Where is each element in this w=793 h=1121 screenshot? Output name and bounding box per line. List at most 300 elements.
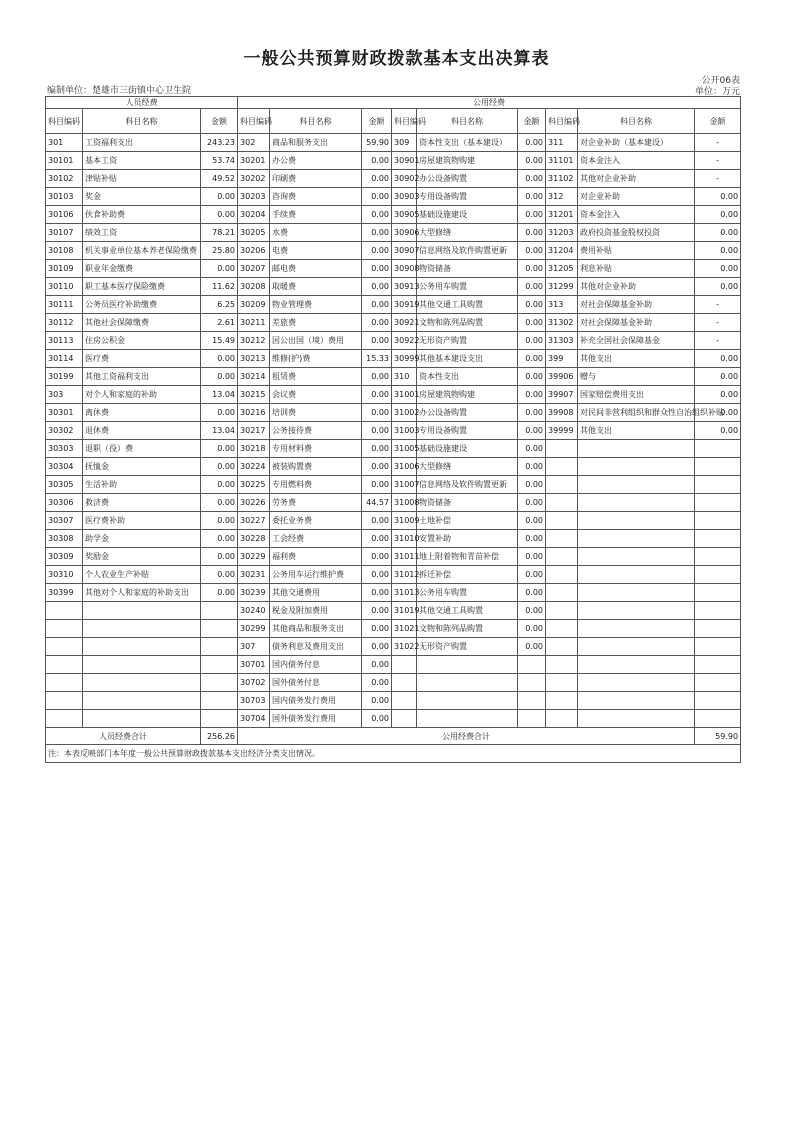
public-b-name-cell: 信息网络及软件购置更新 (417, 476, 518, 494)
public-a-amount-cell: 0.00 (362, 314, 392, 332)
public-c-empty-cell (578, 566, 695, 584)
public-a-code-cell: 30207 (238, 260, 270, 278)
table-row (46, 224, 741, 242)
public-b-amount-cell: 0.00 (518, 476, 546, 494)
public-c-empty-cell (578, 530, 695, 548)
public-b-name-cell: 大型修缮 (417, 224, 518, 242)
public-c-empty-cell (546, 566, 578, 584)
public-a-code-cell: 302 (238, 134, 270, 152)
table-row (46, 476, 741, 494)
public-b-name-cell: 其他交通工具购置 (417, 296, 518, 314)
public-c-name-cell: 补充全国社会保障基金 (578, 332, 695, 350)
public-b-name-cell (417, 710, 518, 728)
public-a-code-cell: 30229 (238, 548, 270, 566)
personnel-amount-cell (201, 692, 238, 710)
public-c-empty-cell (578, 494, 695, 512)
personnel-code-cell: 30304 (46, 458, 83, 476)
public-b-amount-cell: 0.00 (518, 602, 546, 620)
personnel-name-cell: 住房公积金 (83, 332, 201, 350)
personnel-amount-cell: 0.00 (201, 530, 238, 548)
public-a-amount-cell: 0.00 (362, 566, 392, 584)
public-c-empty-cell (695, 710, 741, 728)
public-a-name-cell: 因公出国（境）费用 (270, 332, 362, 350)
public-a-code-cell: 30203 (238, 188, 270, 206)
public-a-code-cell: 30702 (238, 674, 270, 692)
personnel-name-cell: 工资福利支出 (83, 134, 201, 152)
public-c-empty-cell (546, 602, 578, 620)
personnel-amount-cell: 0.00 (201, 584, 238, 602)
public-a-amount-cell: 0.00 (362, 404, 392, 422)
public-c-empty-cell (546, 458, 578, 476)
public-b-name-cell: 办公设备购置 (417, 404, 518, 422)
public-a-name-cell: 电费 (270, 242, 362, 260)
personnel-name-cell: 奖金 (83, 188, 201, 206)
public-b-name-cell: 安置补助 (417, 530, 518, 548)
public-a-amount-cell: 0.00 (362, 260, 392, 278)
public-a-code-cell: 30704 (238, 710, 270, 728)
public-c-amount-cell: - (695, 296, 741, 314)
table-row (46, 566, 741, 584)
personnel-amount-cell (201, 674, 238, 692)
personnel-total-value: 256.26 (201, 728, 238, 745)
public-b-amount-cell: 0.00 (518, 332, 546, 350)
public-a-name-cell: 国外债务付息 (270, 674, 362, 692)
header-amount: 金额 (201, 109, 238, 134)
public-c-amount-cell: 0.00 (695, 242, 741, 260)
personnel-amount-cell: 15.49 (201, 332, 238, 350)
personnel-code-cell (46, 710, 83, 728)
public-a-name-cell: 委托业务费 (270, 512, 362, 530)
personnel-name-cell: 对个人和家庭的补助 (83, 386, 201, 404)
personnel-amount-cell: 0.00 (201, 260, 238, 278)
header-code: 科目编码 (46, 109, 83, 134)
personnel-code-cell: 30107 (46, 224, 83, 242)
public-c-empty-cell (695, 512, 741, 530)
table-row (46, 548, 741, 566)
public-a-name-cell: 税金及附加费用 (270, 602, 362, 620)
public-c-empty-cell (546, 530, 578, 548)
public-a-amount-cell: 0.00 (362, 422, 392, 440)
public-a-amount-cell: 0.00 (362, 692, 392, 710)
public-c-code-cell: 312 (546, 188, 578, 206)
personnel-code-cell: 30113 (46, 332, 83, 350)
public-b-code-cell: 30907 (392, 242, 417, 260)
table-row (46, 656, 741, 674)
personnel-code-cell: 30306 (46, 494, 83, 512)
public-a-name-cell: 水费 (270, 224, 362, 242)
public-a-name-cell: 物业管理费 (270, 296, 362, 314)
public-b-amount-cell: 0.00 (518, 188, 546, 206)
personnel-code-cell: 30199 (46, 368, 83, 386)
public-b-name-cell (417, 674, 518, 692)
personnel-code-cell (46, 692, 83, 710)
public-b-code-cell: 30906 (392, 224, 417, 242)
public-c-empty-cell (578, 692, 695, 710)
public-c-amount-cell: 0.00 (695, 368, 741, 386)
header-code: 科目编码 (392, 109, 417, 134)
public-c-empty-cell (578, 674, 695, 692)
table-note: 注：本表反映部门本年度一般公共预算财政拨款基本支出经济分类支出情况。 (46, 745, 741, 763)
public-b-amount-cell (518, 710, 546, 728)
public-c-empty-cell (546, 692, 578, 710)
public-a-amount-cell: 0.00 (362, 170, 392, 188)
public-c-code-cell: 399 (546, 350, 578, 368)
public-a-code-cell: 30218 (238, 440, 270, 458)
personnel-code-cell: 30303 (46, 440, 83, 458)
public-total-value: 59.90 (695, 728, 741, 745)
table-row (46, 134, 741, 152)
public-a-code-cell: 30211 (238, 314, 270, 332)
header-name: 科目名称 (578, 109, 695, 134)
personnel-code-cell: 30310 (46, 566, 83, 584)
public-a-name-cell: 国内债务付息 (270, 656, 362, 674)
public-c-code-cell: 311 (546, 134, 578, 152)
public-c-name-cell: 其他对企业补助 (578, 170, 695, 188)
public-a-code-cell: 30216 (238, 404, 270, 422)
public-b-name-cell: 专用设备购置 (417, 188, 518, 206)
public-a-code-cell: 30202 (238, 170, 270, 188)
personnel-code-cell: 30305 (46, 476, 83, 494)
table-row (46, 458, 741, 476)
public-a-name-cell: 维修(护)费 (270, 350, 362, 368)
public-c-code-cell: 31205 (546, 260, 578, 278)
personnel-amount-cell: 0.00 (201, 368, 238, 386)
public-c-empty-cell (695, 638, 741, 656)
personnel-name-cell: 职业年金缴费 (83, 260, 201, 278)
personnel-name-cell: 津贴补贴 (83, 170, 201, 188)
public-a-name-cell: 福利费 (270, 548, 362, 566)
public-a-code-cell: 30299 (238, 620, 270, 638)
public-b-amount-cell: 0.00 (518, 206, 546, 224)
public-b-name-cell: 房屋建筑物购建 (417, 152, 518, 170)
personnel-code-cell (46, 602, 83, 620)
personnel-amount-cell: 13.04 (201, 386, 238, 404)
public-a-name-cell: 手续费 (270, 206, 362, 224)
personnel-amount-cell: 0.00 (201, 458, 238, 476)
public-a-amount-cell: 0.00 (362, 296, 392, 314)
personnel-name-cell (83, 602, 201, 620)
public-a-amount-cell: 0.00 (362, 584, 392, 602)
public-b-code-cell: 31022 (392, 638, 417, 656)
personnel-amount-cell: 0.00 (201, 440, 238, 458)
public-a-code-cell: 30240 (238, 602, 270, 620)
table-row (46, 710, 741, 728)
personnel-name-cell: 退休费 (83, 422, 201, 440)
table-row (46, 152, 741, 170)
public-b-code-cell: 31021 (392, 620, 417, 638)
public-b-code-cell: 30905 (392, 206, 417, 224)
public-c-empty-cell (695, 548, 741, 566)
personnel-code-cell: 30103 (46, 188, 83, 206)
public-b-name-cell: 文物和陈列品购置 (417, 620, 518, 638)
public-b-name-cell: 文物和陈列品购置 (417, 314, 518, 332)
public-c-empty-cell (546, 440, 578, 458)
public-a-amount-cell: 0.00 (362, 188, 392, 206)
public-b-code-cell: 31019 (392, 602, 417, 620)
public-c-name-cell: 对企业补助（基本建设） (578, 134, 695, 152)
table-row (46, 368, 741, 386)
public-b-amount-cell: 0.00 (518, 278, 546, 296)
personnel-name-cell: 基本工资 (83, 152, 201, 170)
public-c-name-cell: 对民间非营利组织和群众性自治组织补贴 (578, 404, 695, 422)
personnel-name-cell: 个人农业生产补贴 (83, 566, 201, 584)
public-a-name-cell: 培训费 (270, 404, 362, 422)
personnel-amount-cell: 0.00 (201, 512, 238, 530)
personnel-amount-cell (201, 620, 238, 638)
public-a-code-cell: 30214 (238, 368, 270, 386)
table-row (46, 332, 741, 350)
group-personnel: 人员经费 (46, 97, 238, 109)
public-b-amount-cell: 0.00 (518, 404, 546, 422)
public-c-name-cell: 赠与 (578, 368, 695, 386)
personnel-name-cell: 助学金 (83, 530, 201, 548)
public-a-name-cell: 债务利息及费用支出 (270, 638, 362, 656)
public-c-empty-cell (578, 476, 695, 494)
public-c-amount-cell: 0.00 (695, 206, 741, 224)
personnel-code-cell: 30399 (46, 584, 83, 602)
public-b-amount-cell: 0.00 (518, 368, 546, 386)
public-a-name-cell: 商品和服务支出 (270, 134, 362, 152)
table-row (46, 530, 741, 548)
public-a-amount-cell: 44.57 (362, 494, 392, 512)
public-a-amount-cell: 0.00 (362, 512, 392, 530)
personnel-name-cell: 公务员医疗补助缴费 (83, 296, 201, 314)
public-b-code-cell: 31003 (392, 422, 417, 440)
public-a-name-cell: 专用材料费 (270, 440, 362, 458)
public-a-name-cell: 差旅费 (270, 314, 362, 332)
public-c-empty-cell (695, 656, 741, 674)
personnel-amount-cell: 0.00 (201, 206, 238, 224)
public-c-code-cell: 39907 (546, 386, 578, 404)
public-c-empty-cell (695, 440, 741, 458)
public-b-amount-cell: 0.00 (518, 530, 546, 548)
table-row (46, 512, 741, 530)
public-c-amount-cell: 0.00 (695, 224, 741, 242)
public-b-amount-cell: 0.00 (518, 350, 546, 368)
public-c-empty-cell (578, 440, 695, 458)
public-c-empty-cell (578, 458, 695, 476)
public-c-empty-cell (546, 512, 578, 530)
table-row (46, 494, 741, 512)
table-row (46, 314, 741, 332)
public-b-code-cell: 30908 (392, 260, 417, 278)
currency-label: 单位：万元 (694, 87, 740, 97)
personnel-amount-cell (201, 602, 238, 620)
public-a-amount-cell: 0.00 (362, 476, 392, 494)
header-amount: 金额 (518, 109, 546, 134)
personnel-amount-cell: 0.00 (201, 494, 238, 512)
public-b-code-cell: 31006 (392, 458, 417, 476)
public-a-name-cell: 邮电费 (270, 260, 362, 278)
public-a-amount-cell: 0.00 (362, 638, 392, 656)
public-a-code-cell: 30205 (238, 224, 270, 242)
public-b-amount-cell: 0.00 (518, 134, 546, 152)
public-c-empty-cell (546, 476, 578, 494)
public-c-name-cell: 其他支出 (578, 422, 695, 440)
public-b-code-cell: 31002 (392, 404, 417, 422)
public-b-name-cell: 信息网络及软件购置更新 (417, 242, 518, 260)
public-c-name-cell: 其他支出 (578, 350, 695, 368)
public-b-code-cell: 309 (392, 134, 417, 152)
public-c-empty-cell (578, 710, 695, 728)
public-b-code-cell: 30901 (392, 152, 417, 170)
public-b-code-cell: 30903 (392, 188, 417, 206)
public-b-name-cell: 物资储备 (417, 494, 518, 512)
public-c-code-cell: 31204 (546, 242, 578, 260)
public-c-empty-cell (546, 494, 578, 512)
public-b-name-cell: 资本性支出（基本建设） (417, 134, 518, 152)
public-a-code-cell: 30701 (238, 656, 270, 674)
public-b-code-cell (392, 656, 417, 674)
public-c-code-cell: 39906 (546, 368, 578, 386)
public-a-code-cell: 30226 (238, 494, 270, 512)
personnel-amount-cell: 78.21 (201, 224, 238, 242)
public-b-name-cell: 拆迁补偿 (417, 566, 518, 584)
public-a-amount-cell: 0.00 (362, 530, 392, 548)
public-b-code-cell (392, 710, 417, 728)
header-amount: 金额 (362, 109, 392, 134)
public-b-code-cell: 31009 (392, 512, 417, 530)
public-total-label: 公用经费合计 (238, 728, 695, 745)
public-c-name-cell: 国家赔偿费用支出 (578, 386, 695, 404)
table-row (46, 674, 741, 692)
personnel-code-cell: 30102 (46, 170, 83, 188)
public-b-code-cell: 30913 (392, 278, 417, 296)
header-code: 科目编码 (546, 109, 578, 134)
personnel-amount-cell (201, 656, 238, 674)
public-b-amount-cell: 0.00 (518, 152, 546, 170)
public-b-amount-cell (518, 692, 546, 710)
public-b-amount-cell: 0.00 (518, 170, 546, 188)
personnel-code-cell: 30309 (46, 548, 83, 566)
public-c-amount-cell: 0.00 (695, 260, 741, 278)
public-b-code-cell: 31008 (392, 494, 417, 512)
table-row (46, 206, 741, 224)
public-b-amount-cell (518, 656, 546, 674)
personnel-code-cell: 301 (46, 134, 83, 152)
personnel-code-cell: 30109 (46, 260, 83, 278)
personnel-name-cell: 救济费 (83, 494, 201, 512)
public-c-amount-cell: 0.00 (695, 386, 741, 404)
public-c-code-cell: 39999 (546, 422, 578, 440)
public-b-name-cell: 房屋建筑物购建 (417, 386, 518, 404)
personnel-amount-cell: 53.74 (201, 152, 238, 170)
public-c-code-cell: 31299 (546, 278, 578, 296)
public-b-amount-cell: 0.00 (518, 638, 546, 656)
personnel-name-cell: 伙食补助费 (83, 206, 201, 224)
public-c-empty-cell (546, 620, 578, 638)
public-b-code-cell: 30921 (392, 314, 417, 332)
public-a-amount-cell: 0.00 (362, 152, 392, 170)
personnel-name-cell: 其他社会保障缴费 (83, 314, 201, 332)
table-row (46, 602, 741, 620)
personnel-total-label: 人员经费合计 (46, 728, 201, 745)
public-a-code-cell: 30208 (238, 278, 270, 296)
personnel-amount-cell: 2.61 (201, 314, 238, 332)
public-a-name-cell: 工会经费 (270, 530, 362, 548)
public-c-empty-cell (695, 620, 741, 638)
public-a-amount-cell: 59.90 (362, 134, 392, 152)
public-a-name-cell: 公务用车运行维护费 (270, 566, 362, 584)
personnel-amount-cell: 49.52 (201, 170, 238, 188)
personnel-code-cell: 30302 (46, 422, 83, 440)
public-c-empty-cell (695, 530, 741, 548)
personnel-amount-cell: 0.00 (201, 566, 238, 584)
personnel-code-cell: 303 (46, 386, 83, 404)
public-a-amount-cell: 0.00 (362, 386, 392, 404)
public-b-amount-cell: 0.00 (518, 224, 546, 242)
personnel-amount-cell: 0.00 (201, 476, 238, 494)
public-c-amount-cell: 0.00 (695, 422, 741, 440)
public-c-code-cell: 313 (546, 296, 578, 314)
public-b-amount-cell: 0.00 (518, 458, 546, 476)
table-row (46, 620, 741, 638)
public-a-code-cell: 30225 (238, 476, 270, 494)
public-b-amount-cell: 0.00 (518, 512, 546, 530)
public-c-amount-cell: - (695, 152, 741, 170)
public-b-amount-cell (518, 674, 546, 692)
public-b-code-cell: 310 (392, 368, 417, 386)
public-c-empty-cell (695, 584, 741, 602)
public-a-code-cell: 30224 (238, 458, 270, 476)
personnel-code-cell: 30307 (46, 512, 83, 530)
public-a-code-cell: 30206 (238, 242, 270, 260)
public-b-name-cell (417, 656, 518, 674)
public-b-amount-cell: 0.00 (518, 314, 546, 332)
personnel-code-cell (46, 638, 83, 656)
public-a-amount-cell: 0.00 (362, 602, 392, 620)
public-b-amount-cell: 0.00 (518, 296, 546, 314)
public-b-amount-cell: 0.00 (518, 422, 546, 440)
public-c-empty-cell (578, 512, 695, 530)
personnel-amount-cell: 0.00 (201, 188, 238, 206)
public-a-code-cell: 30228 (238, 530, 270, 548)
public-c-empty-cell (546, 710, 578, 728)
table-row (46, 188, 741, 206)
public-c-amount-cell: - (695, 170, 741, 188)
public-a-amount-cell: 0.00 (362, 548, 392, 566)
public-a-name-cell: 公务接待费 (270, 422, 362, 440)
public-b-amount-cell: 0.00 (518, 620, 546, 638)
public-c-amount-cell: 0.00 (695, 188, 741, 206)
public-c-empty-cell (695, 692, 741, 710)
personnel-name-cell: 生活补助 (83, 476, 201, 494)
personnel-name-cell (83, 620, 201, 638)
public-b-name-cell: 土地补偿 (417, 512, 518, 530)
public-c-name-cell: 其他对企业补助 (578, 278, 695, 296)
public-b-amount-cell: 0.00 (518, 440, 546, 458)
public-a-name-cell: 国内债务发行费用 (270, 692, 362, 710)
public-a-name-cell: 取暖费 (270, 278, 362, 296)
public-a-amount-cell: 0.00 (362, 206, 392, 224)
public-c-code-cell: 31201 (546, 206, 578, 224)
table-row (46, 404, 741, 422)
personnel-amount-cell (201, 710, 238, 728)
personnel-name-cell: 医疗费 (83, 350, 201, 368)
public-a-code-cell: 30231 (238, 566, 270, 584)
public-c-amount-cell: - (695, 314, 741, 332)
personnel-code-cell (46, 656, 83, 674)
personnel-code-cell: 30114 (46, 350, 83, 368)
personnel-code-cell: 30101 (46, 152, 83, 170)
personnel-code-cell (46, 674, 83, 692)
table-row (46, 386, 741, 404)
public-b-code-cell: 31010 (392, 530, 417, 548)
public-c-empty-cell (695, 476, 741, 494)
personnel-amount-cell: 11.62 (201, 278, 238, 296)
personnel-name-cell: 奖励金 (83, 548, 201, 566)
public-b-code-cell: 31013 (392, 584, 417, 602)
